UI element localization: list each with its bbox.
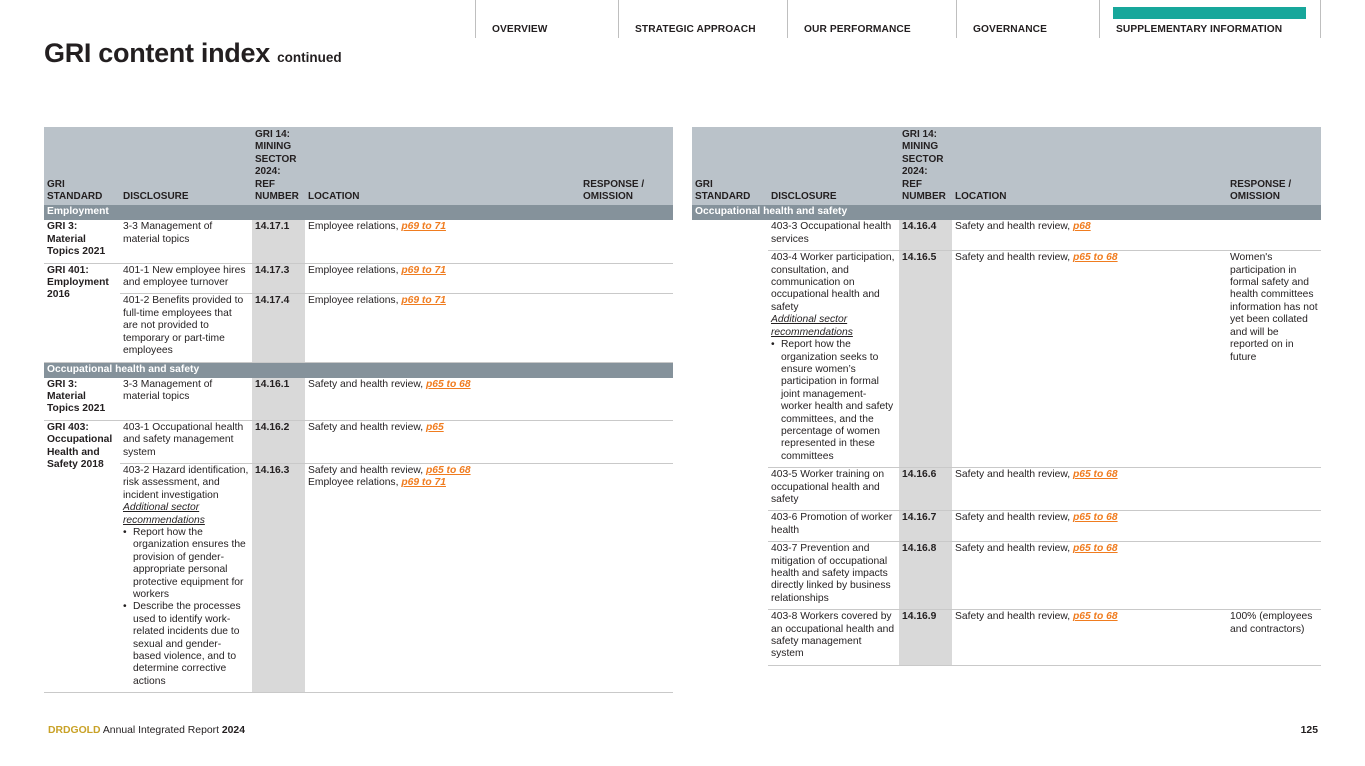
location-cell — [305, 463, 580, 692]
brand-name: DRDGOLD — [48, 725, 101, 736]
page-link[interactable]: p65 to 68 — [425, 464, 471, 476]
disclosure-cell: 401-1 New employee hires and employee turnover — [120, 263, 252, 294]
location-cell — [305, 220, 580, 263]
table-row — [692, 511, 1321, 542]
response-cell: Women's participation in formal safety and health committees information has not yet been collated and will be reported on in future — [1227, 251, 1321, 468]
ref-number-cell: 14.17.3 — [252, 263, 305, 294]
table-header-row — [44, 127, 673, 205]
page-link[interactable]: p65 to 68 — [1072, 252, 1118, 264]
location-text: Safety and health review, — [308, 421, 424, 433]
ref-number-cell: 14.16.3 — [252, 463, 305, 692]
page-link[interactable]: p69 to 71 — [401, 477, 446, 489]
page-subtitle: continued — [277, 50, 342, 65]
list-item: • Report how the organization seeks to ensure women’s participation in formal joint management-worker health and safety committees, and the percentage of women represented in these committees — [781, 339, 896, 463]
section-title: Employment — [44, 205, 673, 220]
col-disclosure: DISCLOSURE — [768, 127, 899, 205]
nav-overview[interactable]: OVERVIEW — [475, 0, 618, 38]
ref-number-cell: 14.16.9 — [899, 610, 952, 666]
section-row — [692, 205, 1321, 220]
location-cell — [952, 542, 1227, 610]
ref-number-cell: 14.16.7 — [899, 511, 952, 542]
col-disclosure: DISCLOSURE — [120, 127, 252, 205]
section-row — [44, 362, 673, 378]
location-text: Employee relations, — [308, 477, 399, 489]
nav-governance[interactable]: GOVERNANCE — [956, 0, 1099, 38]
gri-table-right — [692, 127, 1321, 666]
gri-standard-cell: GRI 401: Employment 2016 — [44, 263, 120, 362]
nav-strategic-approach[interactable]: STRATEGIC APPROACH — [618, 0, 787, 38]
bullet-list — [123, 527, 249, 688]
location-text: Safety and health review, — [955, 221, 1071, 233]
table-row — [44, 378, 673, 421]
disclosure-cell: 3-3 Management of material topics — [120, 220, 252, 263]
table-row — [44, 420, 673, 463]
response-cell — [580, 463, 673, 692]
location-cell — [305, 420, 580, 463]
list-item: • Describe the processes used to identify work-related incidents due to sexual and gender-based violence, and to determine corrective actions — [133, 601, 249, 688]
ref-number-cell: 14.16.6 — [899, 468, 952, 511]
page-link[interactable]: p65 to 68 — [1072, 512, 1118, 524]
page-title-text: GRI content index — [44, 38, 270, 68]
page-link[interactable]: p65 to 68 — [1072, 611, 1118, 623]
disclosure-cell: 403-5 Worker training on occupational health and safety — [768, 468, 899, 511]
response-cell — [580, 420, 673, 463]
page-link[interactable]: p68 — [1072, 221, 1091, 233]
ref-number-cell: 14.16.2 — [252, 420, 305, 463]
ref-number-cell: 14.16.5 — [899, 251, 952, 468]
report-name: Annual Integrated Report — [102, 725, 219, 736]
section-title: Occupational health and safety — [692, 205, 1321, 220]
disclosure-cell: 403-7 Prevention and mitigation of occupational health and safety impacts directly linked by business relationships — [768, 542, 899, 610]
page-link[interactable]: p65 to 68 — [425, 378, 471, 390]
disclosure-cell: 403-8 Workers covered by an occupational health and safety management system — [768, 610, 899, 666]
page-link[interactable]: p65 to 68 — [1072, 469, 1118, 481]
ref-number-cell: 14.16.1 — [252, 378, 305, 421]
response-cell: 100% (employees and contractors) — [1227, 610, 1321, 666]
page-link[interactable]: p65 — [425, 421, 444, 433]
page-link[interactable]: p65 to 68 — [1072, 543, 1118, 555]
location-text: Employee relations, — [308, 295, 399, 307]
page-number: 125 — [1300, 725, 1318, 736]
page-title — [44, 38, 342, 69]
location-cell — [952, 220, 1227, 250]
table-row — [692, 251, 1321, 468]
table-row — [44, 463, 673, 692]
col-ref-number: GRI 14: MINING SECTOR 2024: REF NUMBER — [899, 127, 952, 205]
col-response-omission: RESPONSE / OMISSION — [1227, 127, 1321, 205]
response-cell — [580, 294, 673, 362]
location-text: Safety and health review, — [308, 464, 424, 476]
additional-sector-recommendations: Additional sector recommendations — [771, 314, 853, 338]
ref-number-cell: 14.16.8 — [899, 542, 952, 610]
table-row — [44, 263, 673, 294]
col-gri-standard: GRI STANDARD — [692, 127, 768, 205]
table-row — [692, 220, 1321, 250]
response-cell — [1227, 542, 1321, 610]
col-ref-number: GRI 14: MINING SECTOR 2024: REF NUMBER — [252, 127, 305, 205]
location-text: Safety and health review, — [308, 378, 424, 390]
location-text: Safety and health review, — [955, 611, 1071, 623]
table-row — [44, 220, 673, 263]
gri-standard-cell: GRI 403: Occupational Health and Safety 2018 — [44, 420, 120, 693]
bullet-list — [771, 339, 896, 463]
disclosure-cell: 3-3 Management of material topics — [120, 378, 252, 421]
gri-standard-cell: GRI 3: Material Topics 2021 — [44, 220, 120, 263]
disclosure-cell — [768, 251, 899, 468]
location-text: Safety and health review, — [955, 512, 1071, 524]
response-cell — [1227, 220, 1321, 250]
location-cell — [305, 378, 580, 421]
location-line — [308, 477, 577, 489]
ref-number-cell: 14.17.4 — [252, 294, 305, 362]
gri-table-left — [44, 127, 673, 693]
location-line — [308, 465, 577, 477]
location-text: Employee relations, — [308, 264, 399, 276]
table-row — [692, 542, 1321, 610]
ref-number-cell: 14.16.4 — [899, 220, 952, 250]
footer — [48, 725, 245, 736]
location-cell — [305, 263, 580, 294]
additional-sector-recommendations: Additional sector recommendations — [123, 502, 205, 526]
response-cell — [580, 263, 673, 294]
location-text: Safety and health review, — [955, 543, 1071, 555]
table-header-row — [692, 127, 1321, 205]
section-title: Occupational health and safety — [44, 362, 673, 378]
location-cell — [952, 511, 1227, 542]
disclosure-cell: 401-2 Benefits provided to full-time employees that are not provided to temporary or part-time employees — [120, 294, 252, 362]
gri-standard-cell: GRI 3: Material Topics 2021 — [44, 378, 120, 421]
top-nav — [475, 0, 1321, 38]
col-response-omission: RESPONSE / OMISSION — [580, 127, 673, 205]
disclosure-text: 403-2 Hazard identification, risk assessment, and incident investigation — [123, 464, 249, 501]
active-tab-indicator — [1113, 7, 1306, 19]
location-cell — [952, 468, 1227, 511]
response-cell — [1227, 468, 1321, 511]
nav-our-performance[interactable]: OUR PERFORMANCE — [787, 0, 956, 38]
page-link[interactable]: p69 to 71 — [401, 221, 446, 233]
response-cell — [1227, 511, 1321, 542]
disclosure-cell: 403-3 Occupational health services — [768, 220, 899, 250]
location-cell — [952, 610, 1227, 666]
location-text: Employee relations, — [308, 221, 399, 233]
ref-number-cell: 14.17.1 — [252, 220, 305, 263]
nav-supplementary-information[interactable] — [1099, 0, 1321, 38]
report-year: 2024 — [221, 725, 245, 736]
disclosure-cell: 403-1 Occupational health and safety management system — [120, 420, 252, 463]
list-item: • Report how the organization ensures the provision of gender-appropriate personal protective equipment for workers — [133, 527, 249, 601]
col-location: LOCATION — [952, 127, 1227, 205]
table-row — [692, 468, 1321, 511]
col-gri-standard: GRI STANDARD — [44, 127, 120, 205]
gri-standard-cell — [692, 220, 768, 665]
table-row — [44, 294, 673, 362]
disclosure-cell: 403-6 Promotion of worker health — [768, 511, 899, 542]
section-row — [44, 205, 673, 220]
page-link[interactable]: p69 to 71 — [401, 295, 446, 307]
response-cell — [580, 220, 673, 263]
response-cell — [580, 378, 673, 421]
disclosure-text: 403-4 Worker participation, consultation, and communication on occupational health and safety — [771, 252, 895, 313]
table-row — [692, 610, 1321, 666]
col-location: LOCATION — [305, 127, 580, 205]
location-cell — [305, 294, 580, 362]
location-cell — [952, 251, 1227, 468]
location-text: Safety and health review, — [955, 252, 1071, 264]
disclosure-cell — [120, 463, 252, 692]
location-text: Safety and health review, — [955, 469, 1071, 481]
page-link[interactable]: p69 to 71 — [401, 264, 446, 276]
nav-supplementary-label: SUPPLEMENTARY INFORMATION — [1116, 24, 1283, 35]
